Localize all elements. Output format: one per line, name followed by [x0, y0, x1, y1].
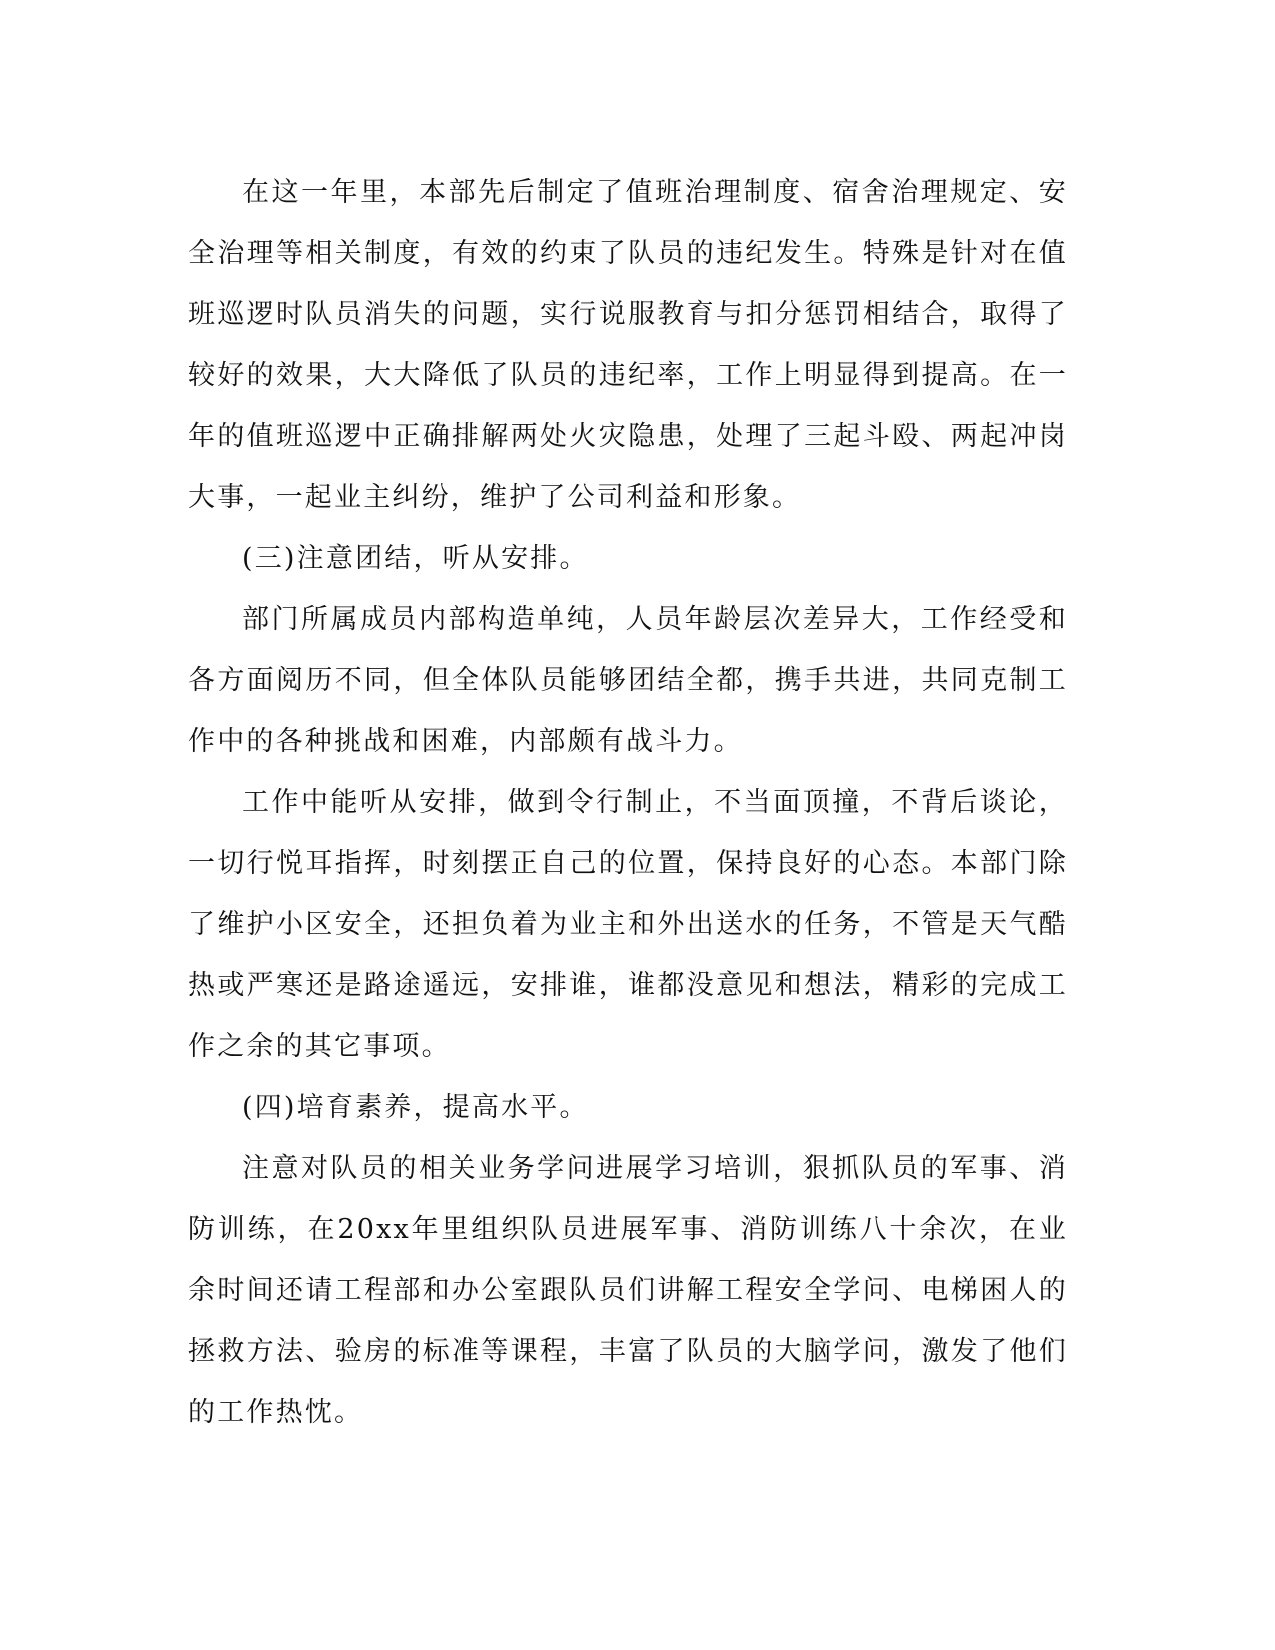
paragraph-obey-arrangements: 工作中能听从安排，做到令行制止，不当面顶撞，不背后谈论，一切行悦耳指挥，时刻摆正自己的位置，保持良好的心态。本部门除了维护小区安全，还担负着为业主和外出送水的任务，不管是天气酷热或严寒还是路途遥远，安排谁，谁都没意见和想法，精彩的完成工作之余的其它事项。	[188, 787, 1068, 1062]
paragraph-rules-enforcement: 在这一年里，本部先后制定了值班治理制度、宿舍治理规定、安全治理等相关制度，有效的约束了队员的违纪发生。特殊是针对在值班巡逻时队员消失的问题，实行说服教育与扣分惩罚相结合，取得了较好的效果，大大降低了队员的违纪率，工作上明显得到提高。在一年的值班巡逻中正确排解两处火灾隐患，处理了三起斗殴、两起冲岗大事，一起业主纠纷，维护了公司利益和形象。	[188, 177, 1068, 513]
paragraph-team-composition: 部门所属成员内部构造单纯，人员年龄层次差异大，工作经受和各方面阅历不同，但全体队员能够团结全都，携手共进，共同克制工作中的各种挑战和困难，内部颇有战斗力。	[188, 604, 1068, 757]
document-body	[188, 162, 1068, 1443]
section-heading-unity: (三)注意团结，听从安排。	[242, 543, 589, 574]
section-heading-training: (四)培育素养，提高水平。	[242, 1092, 589, 1123]
paragraph-training-details: 注意对队员的相关业务学问进展学习培训，狠抓队员的军事、消防训练，在20xx年里组织队员进展军事、消防训练八十余次，在业余时间还请工程部和办公室跟队员们讲解工程安全学问、电梯困人的拯救方法、验房的标准等课程，丰富了队员的大脑学问，激发了他们的工作热忱。	[188, 1153, 1068, 1428]
